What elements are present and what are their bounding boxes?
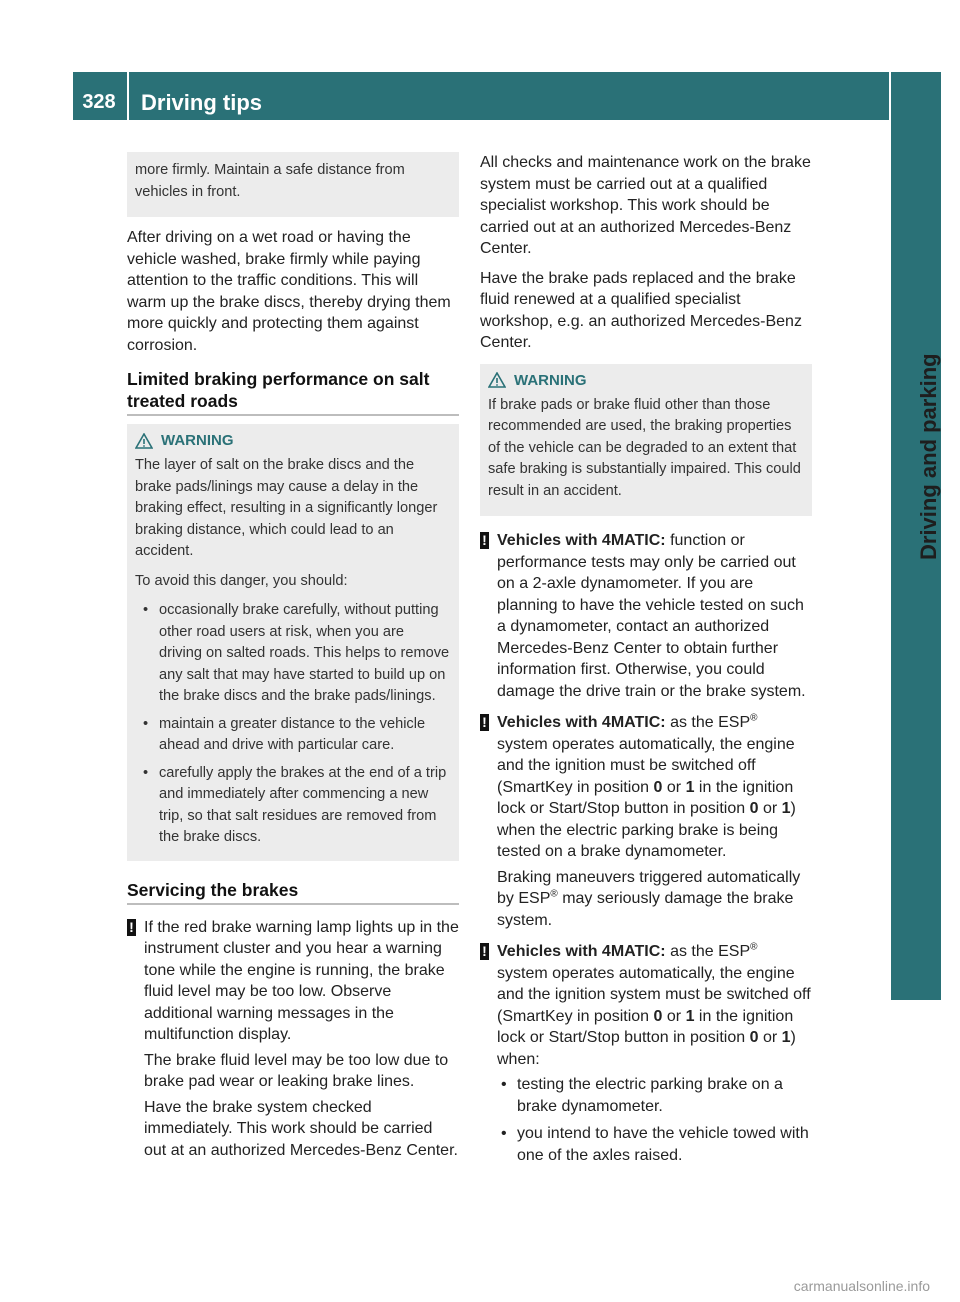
continued-warning-box: [127, 152, 459, 217]
warning-box-salt: [127, 424, 459, 861]
position-value: 1: [781, 800, 791, 817]
left-column: [127, 152, 459, 1171]
right-column: [480, 152, 812, 1176]
note-text: If the red brake warning lamp lights up in the instrument cluster and you hear a warning tone while the engine is running, the brake fluid level may be too low. Observe additional warning messages in the multifunction display.: [144, 918, 459, 1043]
text: ) when:: [497, 1029, 796, 1068]
footer-watermark: carmanualsonline.info: [793, 1278, 930, 1294]
section-heading-salt-roads: Limited braking performance on salt treated roads: [127, 368, 459, 416]
note-body: function or performance tests may only be carried out on a 2-axle dynamometer. If you are planning to have the vehicle tested on such a dynamometer, contact an authorized Mercedes-Benz Center to obtain further information first. Otherwise, you could damage the drive train or the brake system.: [497, 532, 806, 700]
note-text: [497, 941, 812, 1070]
bullet: •: [143, 764, 149, 781]
note-list: [493, 1074, 812, 1166]
note-text: [497, 867, 812, 932]
text: ESP: [718, 714, 751, 731]
exclamation-icon: !: [480, 532, 489, 549]
bullet: •: [501, 1125, 507, 1142]
position-value: 0: [653, 1007, 663, 1025]
list-item: [493, 1123, 812, 1166]
note-text: [497, 712, 812, 863]
page-title: Driving tips: [141, 90, 263, 115]
warning-text: To avoid this danger, you should:: [135, 572, 348, 589]
page-number: 328: [82, 91, 116, 113]
text: in the ignition lock or Start/Stop button in position: [497, 1007, 794, 1046]
list-item-text: carefully apply the brakes at the end of a trip and immediately after commencing a new trip, so that salt residues are removed from the brake discs.: [159, 764, 447, 845]
position-value: 1: [781, 1029, 791, 1046]
list-item-text: maintain a greater distance to the vehicle ahead and drive with particular care.: [159, 715, 426, 753]
registered-mark: ®: [550, 888, 558, 900]
text: ESP: [718, 943, 751, 960]
list-item-text: occasionally brake carefully, without putting other road users at risk, when you are driving on salted roads. This helps to remove any salt that may have started to build up on the brake discs and the brake pads/linings.: [159, 602, 450, 704]
exclamation-icon: !: [480, 714, 489, 731]
header-divider: [127, 72, 129, 120]
text: or: [666, 1007, 682, 1025]
registered-mark: ®: [750, 712, 758, 724]
list-item: [135, 763, 451, 849]
list-item: [493, 1074, 812, 1117]
note-bold-label: Vehicles with 4MATIC:: [497, 532, 666, 549]
bullet: •: [501, 1076, 507, 1093]
section-heading-servicing: Servicing the brakes: [127, 879, 459, 905]
note-text: The brake fluid level may be too low due to brake pad wear or leaking brake lines.: [144, 1051, 449, 1090]
text: ) when the electric parking brake is being tested on a brake dynamometer.: [497, 800, 796, 860]
registered-mark: ®: [750, 941, 758, 953]
text: as the: [670, 714, 714, 731]
list-item: [135, 714, 451, 757]
bullet: •: [143, 715, 149, 732]
paragraph: Have the brake pads replaced and the brake fluid renewed at a qualified specialist workshop, e.g. an authorized Mercedes-Benz Center.: [480, 269, 802, 351]
note-4matic-esp-ignition: [480, 712, 812, 931]
exclamation-icon: !: [127, 919, 136, 936]
position-value: 0: [653, 778, 663, 796]
exclamation-icon: !: [480, 943, 489, 960]
text: system operates automatically, the engine and the ignition must be switched off (SmartKey in position: [497, 735, 795, 796]
warning-list: [135, 600, 451, 849]
text: Braking maneuvers triggered automatically by: [497, 868, 801, 907]
text: ESP: [518, 890, 551, 907]
warning-header: [488, 372, 804, 389]
side-tab-label-wrap: [891, 120, 941, 560]
text: or: [666, 778, 682, 796]
warning-triangle-icon: [488, 372, 506, 388]
text: or: [762, 1029, 778, 1046]
side-tab-label: Driving and parking: [916, 353, 941, 560]
bullet: •: [143, 602, 149, 618]
warning-text: If brake pads or brake fluid other than those recommended are used, the braking properties of the vehicle can be degraded to an extent that safe braking is substantially impaired. This could result in an accident.: [488, 396, 801, 499]
position-value: 0: [749, 1029, 759, 1046]
list-item-text: testing the electric parking brake on a brake dynamometer.: [517, 1076, 783, 1115]
note-brake-warning: [127, 917, 459, 1162]
position-value: 1: [685, 778, 695, 796]
note-4matic-esp-towing: [480, 941, 812, 1166]
paragraph: All checks and maintenance work on the brake system must be carried out at a qualified specialist workshop. This work should be carried out at an authorized Mercedes-Benz Center.: [480, 154, 811, 257]
text: system operates automatically, the engine and the ignition system must be switched off (SmartKey in position: [497, 964, 811, 1025]
position-value: 0: [749, 800, 759, 817]
warning-triangle-icon: [135, 433, 153, 449]
warning-label: WARNING: [161, 432, 234, 449]
list-item: [135, 600, 451, 708]
note-bold-label: Vehicles with 4MATIC:: [497, 943, 666, 960]
note-bold-label: Vehicles with 4MATIC:: [497, 714, 666, 731]
text: as the: [670, 943, 714, 960]
text: may seriously damage the brake system.: [497, 890, 794, 929]
box-text: more firmly. Maintain a safe distance from vehicles in front.: [135, 162, 405, 200]
paragraph: After driving on a wet road or having the vehicle washed, brake firmly while paying attention to the traffic conditions. This will warm up the brake discs, thereby drying them more quickly and protecting them against corrosion.: [127, 229, 451, 354]
text: or: [762, 800, 778, 817]
list-item-text: you intend to have the vehicle towed with one of the axles raised.: [517, 1125, 809, 1164]
warning-box-brake-fluid: [480, 364, 812, 517]
warning-label: WARNING: [514, 371, 587, 389]
text: in the ignition lock or Start/Stop button in position: [497, 778, 794, 817]
note-text: Have the brake system checked immediately. This work should be carried out at an authorized Mercedes-Benz Center.: [144, 1098, 458, 1159]
warning-text: The layer of salt on the brake discs and the brake pads/linings may cause a delay in the braking effect, resulting in a significantly longer braking distance, which could lead to an accident.: [135, 457, 438, 559]
position-value: 1: [685, 1007, 695, 1025]
note-text: [497, 530, 812, 702]
page-header: [73, 72, 889, 120]
warning-header: [135, 432, 451, 449]
note-4matic-dynamometer: [480, 530, 812, 702]
